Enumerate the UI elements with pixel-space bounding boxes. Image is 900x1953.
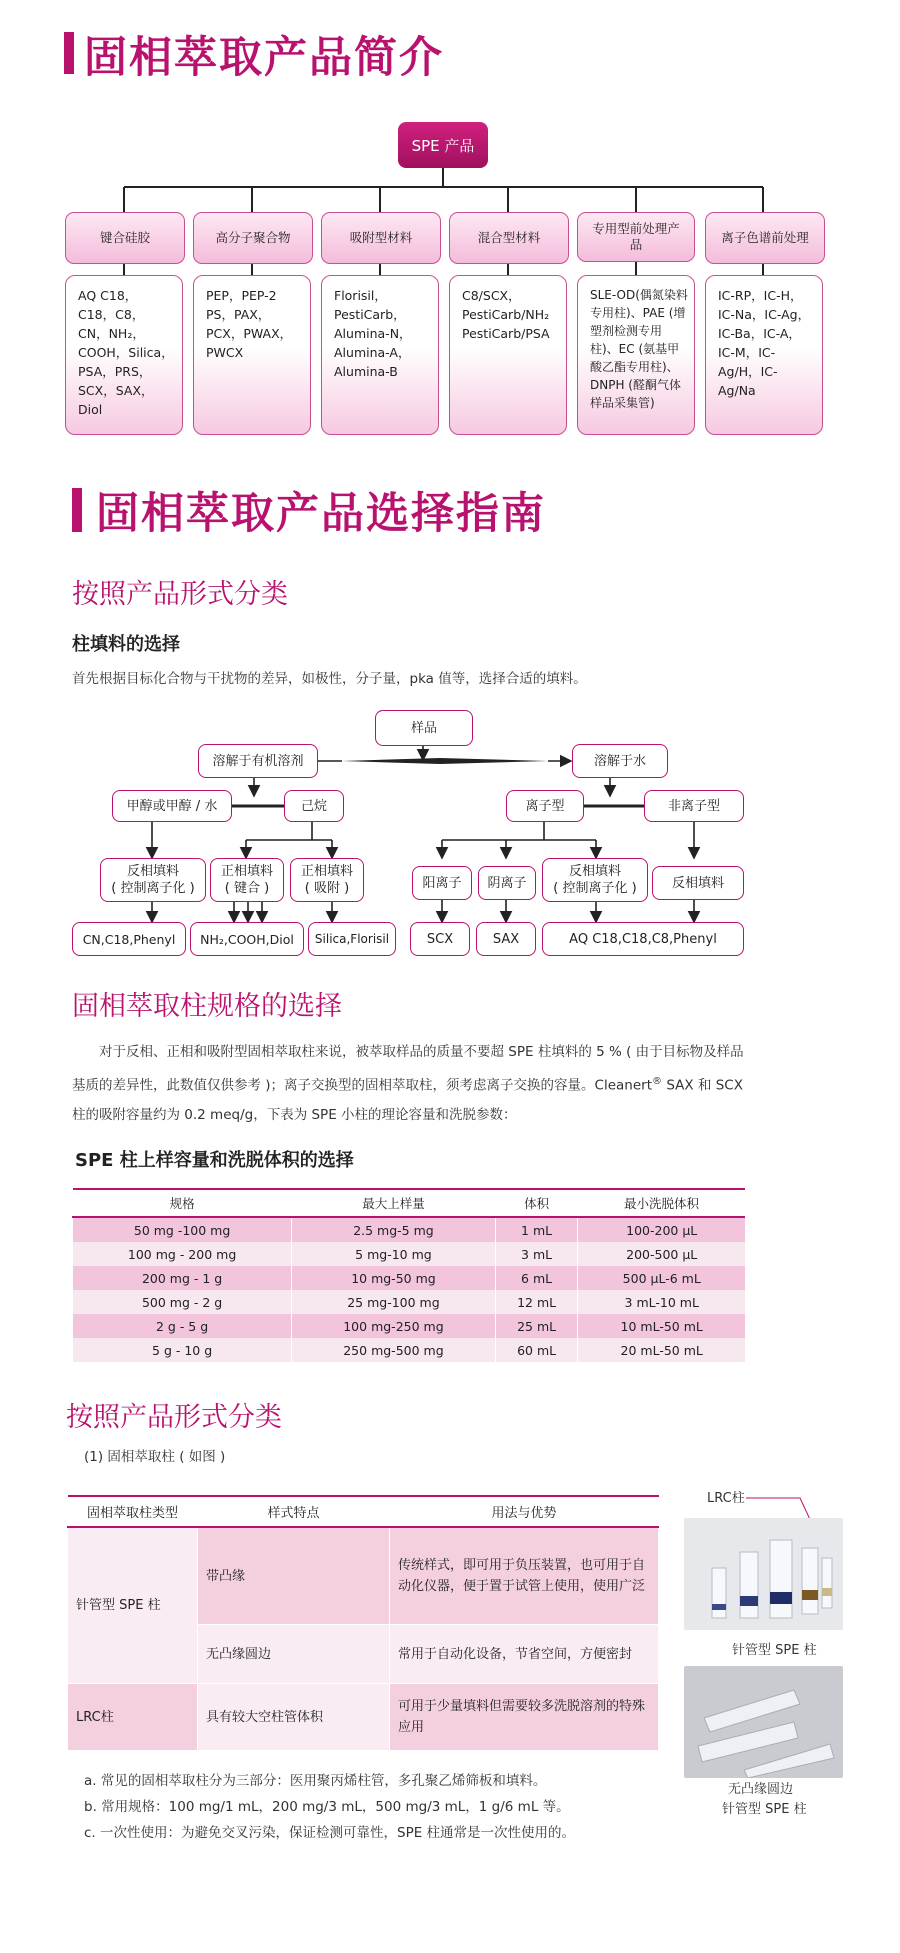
flow-sample: 样品 [375, 710, 473, 746]
no-flange-caption-1: 无凸缘圆边 [728, 1782, 794, 1797]
section3-subtitle: (1) 固相萃取柱 ( 如图 ) [84, 1449, 226, 1465]
table-row [73, 1338, 746, 1362]
category-ion-chromatography: 离子色谱前处理 [705, 212, 825, 264]
section2-text-a: 对于反相、正相和吸附型固相萃取柱来说，被萃取样品的质量不要超 SPE 柱填料的 5 % ( 由于目标物及样品基质的差异性，此数值仅供参考 )；离子交换型的固相萃取柱，须考虑离子交换的容量。Cleanert [72, 1044, 744, 1094]
lrc-label: LRC柱 [707, 1491, 745, 1506]
table-row [73, 1217, 746, 1242]
table-cell: 10 mL-50 mL [578, 1314, 745, 1338]
table-cell: 10 mg-50 mg [292, 1266, 496, 1290]
flow-hexane: 己烷 [284, 790, 344, 822]
items-adsorbent: Florisil，PestiCarb，Alumina-N，Alumina-A，Alumina-B [321, 275, 439, 435]
table1-header: 体积 [495, 1189, 578, 1217]
registered-mark: ® [652, 1076, 663, 1087]
spe-product-node: SPE 产品 [398, 122, 488, 168]
table-cell: 50 mg -100 mg [73, 1217, 292, 1242]
flow-output-6: AQ C18,C18,C8,Phenyl [542, 922, 744, 956]
table-cell: 25 mL [495, 1314, 578, 1338]
table-row [73, 1314, 746, 1338]
section2-text [72, 1038, 752, 1130]
table-row [73, 1242, 746, 1266]
table-cell: 5 mg-10 mg [292, 1242, 496, 1266]
table-row [68, 1684, 659, 1751]
category-special: 专用型前处理产品 [577, 212, 695, 262]
flow-output-2: NH₂,COOH,Diol [190, 922, 304, 956]
flow-organic-solvent: 溶解于有机溶剂 [198, 744, 318, 778]
table-cell: 500 mg - 2 g [73, 1290, 292, 1314]
table-row [73, 1290, 746, 1314]
table-cell: 2 g - 5 g [73, 1314, 292, 1338]
table-row [68, 1527, 659, 1625]
table-cell: 3 mL [495, 1242, 578, 1266]
flow-np-bonded: 正相填料 ( 键合 ) [210, 858, 284, 902]
syringe-spe-caption: 针管型 SPE 柱 [732, 1643, 817, 1658]
table-cell: 带凸缘 [198, 1527, 390, 1625]
table-cell: 3 mL-10 mL [578, 1290, 745, 1314]
sub1-title: 柱填料的选择 [72, 634, 180, 655]
table2-header: 固相萃取柱类型 [68, 1496, 198, 1527]
no-flange-spe-photo [684, 1666, 843, 1778]
flow-ionic: 离子型 [506, 790, 584, 822]
table2-header: 用法与优势 [390, 1496, 659, 1527]
table-cell: 常用于自动化设备，节省空间，方便密封 [390, 1625, 659, 1684]
flow-methanol: 甲醇或甲醇 / 水 [112, 790, 232, 822]
flow-rp: 反相填料 [652, 866, 744, 900]
table1-header: 最大上样量 [292, 1189, 496, 1217]
section2-title: 固相萃取柱规格的选择 [72, 991, 342, 1022]
items-mixed: C8/SCX，PestiCarb/NH₂ PestiCarb/PSA [449, 275, 567, 435]
items-ion-chromatography: IC-RP，IC-H，IC-Na，IC-Ag，IC-Ba，IC-A，IC-M，IC-Ag/H，IC-Ag/Na [705, 275, 823, 435]
table-cell: LRC柱 [68, 1684, 198, 1751]
table1-header: 最小洗脱体积 [578, 1189, 745, 1217]
table-cell: 具有较大空柱管体积 [198, 1684, 390, 1751]
table-cell: 无凸缘圆边 [198, 1625, 390, 1684]
table2-header: 样式特点 [198, 1496, 390, 1527]
capacity-table [72, 1188, 745, 1362]
table-cell: 可用于少量填料但需要较多洗脱溶剂的特殊应用 [390, 1684, 659, 1751]
table-cell: 100 mg - 200 mg [73, 1242, 292, 1266]
flow-np-adsorption: 正相填料 ( 吸附 ) [290, 858, 364, 902]
table-cell: 2.5 mg-5 mg [292, 1217, 496, 1242]
category-polymer: 高分子聚合物 [193, 212, 313, 264]
table-cell: 1 mL [495, 1217, 578, 1242]
flow-nonionic: 非离子型 [644, 790, 744, 822]
category-adsorbent: 吸附型材料 [321, 212, 441, 264]
flow-output-4: SCX [410, 922, 470, 956]
table-cell: 5 g - 10 g [73, 1338, 292, 1362]
flow-cation: 阳离子 [412, 866, 472, 900]
flow-rp-controlled-2: 反相填料 ( 控制离子化 ) [542, 858, 648, 902]
flow-anion: 阴离子 [478, 866, 536, 900]
table-cell: 100-200 μL [578, 1217, 745, 1242]
table-cell: 20 mL-50 mL [578, 1338, 745, 1362]
table-cell: 250 mg-500 mg [292, 1338, 496, 1362]
section3-title: 按照产品形式分类 [66, 1402, 282, 1433]
flow-rp-controlled: 反相填料 ( 控制离子化 ) [100, 858, 206, 902]
items-bonded-silica: AQ C18，C18，C8，CN，NH₂，COOH，Silica，PSA，PRS，SCX，SAX，Diol [65, 275, 183, 435]
page-title: 固相萃取产品简介 [84, 33, 444, 83]
flow-water: 溶解于水 [572, 744, 668, 778]
table-cell: 200-500 μL [578, 1242, 745, 1266]
table-cell: 200 mg - 1 g [73, 1266, 292, 1290]
section2-text-b: SAX 和 SCX 柱的吸附容量约为 0.2 meq/g，下表为 SPE 小柱的理论容量和洗脱参数： [72, 1077, 743, 1123]
syringe-spe-photo [684, 1518, 843, 1630]
flow-output-1: CN,C18,Phenyl [72, 922, 186, 956]
table-cell: 100 mg-250 mg [292, 1314, 496, 1338]
flow-output-5: SAX [476, 922, 536, 956]
section1-title: 按照产品形式分类 [72, 579, 288, 610]
items-polymer: PEP，PEP-2 PS，PAX，PCX，PWAX，PWCX [193, 275, 311, 435]
note-b: b. 常用规格：100 mg/1 mL，200 mg/3 mL，500 mg/3 mL，1 g/6 mL 等。 [84, 1799, 570, 1815]
table-cell: 针管型 SPE 柱 [68, 1527, 198, 1684]
note-c: c. 一次性使用：为避免交叉污染，保证检测可靠性，SPE 柱通常是一次性使用的。 [84, 1825, 576, 1841]
flow-output-3: Silica,Florisil [308, 922, 396, 956]
column-type-table [67, 1495, 659, 1751]
table1-title: SPE 柱上样容量和洗脱体积的选择 [75, 1150, 354, 1171]
table-cell: 6 mL [495, 1266, 578, 1290]
note-a: a. 常见的固相萃取柱分为三部分：医用聚丙烯柱管，多孔聚乙烯筛板和填料。 [84, 1773, 547, 1789]
table-cell: 12 mL [495, 1290, 578, 1314]
table-row [73, 1266, 746, 1290]
guide-title: 固相萃取产品选择指南 [96, 489, 546, 539]
no-flange-caption-2: 针管型 SPE 柱 [722, 1802, 807, 1817]
guide-title-bar [72, 488, 82, 532]
items-special: SLE-OD(偶氮染料专用柱)、PAE (增塑剂检测专用柱)、EC (氨基甲酸乙酯专用柱)、DNPH (醛酮气体样品采集管) [577, 275, 695, 435]
table1-header: 规格 [73, 1189, 292, 1217]
category-mixed: 混合型材料 [449, 212, 569, 264]
table-cell: 25 mg-100 mg [292, 1290, 496, 1314]
table-cell: 500 μL-6 mL [578, 1266, 745, 1290]
table-cell: 传统样式，即可用于负压装置，也可用于自动化仪器，便于置于试管上使用，使用广泛 [390, 1527, 659, 1625]
table-cell: 60 mL [495, 1338, 578, 1362]
sub1-text: 首先根据目标化合物与干扰物的差异，如极性，分子量，pka 值等，选择合适的填料。 [72, 671, 587, 687]
category-bonded-silica: 键合硅胶 [65, 212, 185, 264]
